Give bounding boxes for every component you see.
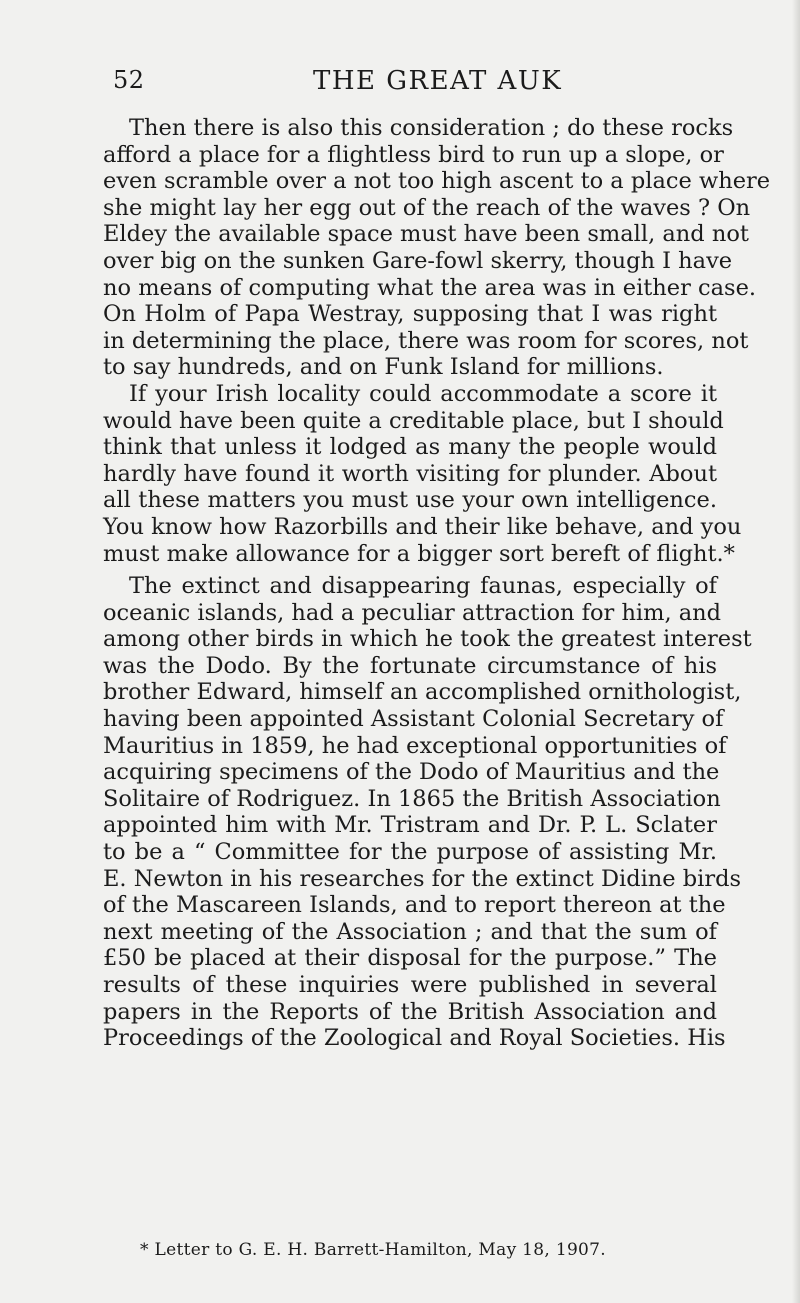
text-line: Mauritius in 1859, he had exceptional opportunities of [103, 732, 727, 759]
paragraph [103, 115, 771, 381]
text-line: would have been quite a creditable place, but I should [103, 407, 724, 434]
text-line: over big on the sunken Gare-fowl skerry, though I have [103, 247, 733, 274]
text-line: Proceedings of the Zoological and Royal Societies. His [103, 1025, 726, 1052]
footnote: * Letter to G. E. H. Barrett-Hamilton, May 18, 1907. [140, 1240, 606, 1260]
text-line: E. Newton in his researches for the extinct Didine birds [103, 865, 742, 892]
text-line: of the Mascareen Islands, and to report thereon at the [103, 892, 726, 919]
text-line: all these matters you must use your own intelligence. [103, 487, 717, 514]
text-line: in determining the place, there was room for scores, not [103, 327, 749, 354]
text-line: to say hundreds, and on Funk Island for millions. [103, 354, 664, 381]
text-line: You know how Razorbills and their like behave, and you [103, 513, 742, 540]
text-line: oceanic islands, had a peculiar attraction for him, and [103, 599, 722, 626]
text-line: having been appointed Assistant Colonial Secretary of [103, 706, 724, 733]
text-line: Then there is also this consideration ; do these rocks [129, 115, 734, 141]
text-line: brother Edward, himself an accomplished ornithologist, [103, 679, 742, 706]
body-text [103, 115, 771, 1052]
text-line: to be a “ Committee for the purpose of assisting Mr. [103, 839, 717, 866]
page-number: 52 [113, 66, 145, 94]
text-line: no means of computing what the area was in either case. [103, 274, 757, 301]
text-line: papers in the Reports of the British Association and [103, 998, 717, 1025]
text-line: think that unless it lodged as many the people would [103, 434, 717, 461]
text-line: among other birds in which he took the greatest interest [103, 626, 752, 653]
text-line: next meeting of the Association ; and that the sum of [103, 918, 717, 945]
text-line: Solitaire of Rodriguez. In 1865 the British Association [103, 785, 721, 812]
page-edge-shadow [792, 0, 800, 1303]
text-line: even scramble over a not too high ascent to a place where [103, 168, 771, 195]
text-line: afford a place for a flightless bird to run up a slope, or [103, 141, 724, 168]
text-line: must make allowance for a bigger sort bereft of flight.* [103, 540, 735, 567]
text-line: £50 be placed at their disposal for the purpose.” The [103, 945, 717, 972]
text-line: was the Dodo. By the fortunate circumstance of his [103, 652, 717, 679]
text-line: results of these inquiries were published in several [103, 972, 717, 998]
running-title: THE GREAT AUK [313, 66, 563, 96]
text-line: appointed him with Mr. Tristram and Dr. P. L. Sclater [103, 812, 717, 839]
text-line: acquiring specimens of the Dodo of Mauritius and the [103, 759, 720, 786]
paragraph [103, 573, 752, 1052]
text-line: If your Irish locality could accommodate a score it [129, 380, 717, 407]
text-line: The extinct and disappearing faunas, especially of [129, 573, 717, 600]
text-line: hardly have found it worth visiting for plunder. About [103, 460, 717, 487]
text-line: Eldey the available space must have been small, and not [103, 221, 749, 248]
text-line: she might lay her egg out of the reach of the waves ? On [103, 194, 751, 221]
page-header [113, 66, 713, 106]
text-line: On Holm of Papa Westray, supposing that I was right [103, 301, 717, 328]
paragraph [103, 380, 742, 567]
